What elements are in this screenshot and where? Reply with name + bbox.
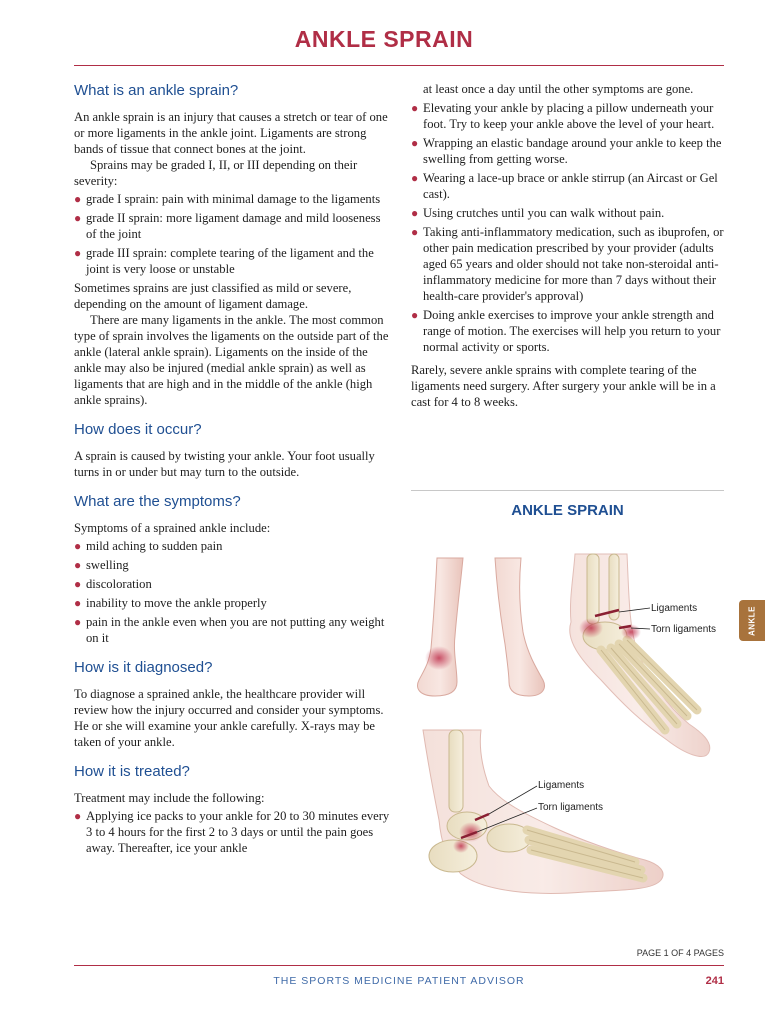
paragraph: Treatment may include the following: (74, 791, 265, 805)
page-indicator: PAGE 1 OF 4 PAGES (636, 948, 724, 958)
title-divider (74, 65, 724, 66)
section-diagnosed (74, 659, 390, 750)
bullet-icon: ● (411, 206, 419, 220)
treatment-list (74, 808, 390, 856)
list-item: ● discoloration (74, 577, 152, 591)
paragraph: To diagnose a sprained ankle, the healthcare provider will review how the injury occurred and consider your symptoms. He or she will examine your ankle carefully. X-rays may be taken of your ankle. (74, 687, 384, 749)
left-column (74, 82, 390, 869)
list-item: ● Wrapping an elastic bandage around your ankle to keep the swelling from getting worse. (411, 136, 722, 166)
bullet-icon: ● (74, 539, 82, 553)
section-heading: What is an ankle sprain? (74, 82, 239, 99)
list-item-continuation: at least once a day until the other symptoms are gone. (423, 82, 694, 96)
section-what-is (74, 82, 390, 408)
list-item: ● Applying ice packs to your ankle for 20 to 30 minutes every 3 to 4 hours for the first 2 to 3 days or until the pain goes away. Thereafter, ice your ankle (74, 809, 390, 855)
section-heading: How is it diagnosed? (74, 659, 213, 676)
bullet-icon: ● (74, 211, 82, 225)
list-item: ● grade III sprain: complete tearing of the ligament and the joint is very loose or unstable (74, 246, 374, 276)
list-item: ● Using crutches until you can walk without pain. (411, 206, 665, 220)
figure-title: ANKLE SPRAIN (511, 502, 624, 519)
list-item: ● Doing ankle exercises to improve your ankle strength and range of motion. The exercises will help you return to your normal activity or sports. (411, 308, 721, 354)
label-torn-ligaments-top: Torn ligaments (651, 624, 717, 635)
paragraph: Sometimes sprains are just classified as mild or severe, depending on the amount of ligament damage. (74, 281, 352, 311)
symptom-list (74, 538, 390, 646)
bullet-icon: ● (411, 171, 419, 185)
bullet-icon: ● (74, 246, 82, 260)
paragraph: Symptoms of a sprained ankle include: (74, 521, 271, 535)
footer-divider (74, 965, 724, 966)
section-heading: How does it occur? (74, 421, 202, 438)
paragraph: An ankle sprain is an injury that causes a stretch or tear of one or more ligaments in the ankle joint. Ligaments are strong bands of tissue that connect bones at the joint. (74, 110, 388, 156)
bullet-icon: ● (411, 308, 419, 322)
label-ligaments-top: Ligaments (651, 603, 698, 614)
paragraph: Rarely, severe ankle sprains with complete tearing of the ligaments need surgery. After surgery your ankle will be in a cast for 4 to 8 weeks. (411, 363, 716, 409)
section-symptoms (74, 493, 390, 646)
bullet-icon: ● (411, 136, 419, 150)
bullet-icon: ● (74, 596, 82, 610)
legs-front-view (418, 558, 545, 696)
bullet-icon: ● (74, 558, 82, 572)
list-item: ● mild aching to sudden pain (74, 539, 223, 553)
list-item: ● Taking anti-inflammatory medication, such as ibuprofen, or other pain medication prescribed by your provider (adults aged 65 years and older should not take non-steroidal anti-inflammatory medicine for more than 7 days without their health-care provider's approval) (411, 225, 724, 303)
list-item: ● pain in the ankle even when you are not putting any weight on it (74, 615, 385, 645)
section-treated (74, 763, 390, 856)
paragraph: A sprain is caused by twisting your ankle. Your foot usually turns in or under but may turn to the outside. (74, 449, 375, 479)
bullet-icon: ● (411, 225, 419, 239)
ankle-anatomy-svg (405, 540, 735, 920)
foot-skeleton-top (570, 554, 710, 756)
list-item: ● swelling (74, 558, 129, 572)
list-item: ● grade I sprain: pain with minimal damage to the ligaments (74, 192, 381, 206)
page-number: 241 (705, 975, 724, 987)
section-heading: What are the symptoms? (74, 493, 241, 510)
page-title: ANKLE SPRAIN (294, 26, 474, 52)
list-item: ● inability to move the ankle properly (74, 596, 267, 610)
ankle-illustration (405, 540, 735, 920)
bullet-icon: ● (74, 809, 82, 823)
section-how-occur (74, 421, 390, 480)
label-torn-ligaments-bottom: Torn ligaments (538, 802, 604, 813)
footer-title: THE SPORTS MEDICINE PATIENT ADVISOR (273, 975, 525, 987)
bullet-icon: ● (74, 577, 82, 591)
list-item: ● grade II sprain: more ligament damage and mild looseness of the joint (74, 211, 381, 241)
grade-list (74, 191, 390, 277)
list-item: ● Wearing a lace-up brace or ankle stirrup (an Aircast or Gel cast). (411, 171, 718, 201)
section-tab (739, 600, 765, 641)
bullet-icon: ● (74, 192, 82, 206)
figure-divider (411, 490, 724, 491)
bullet-icon: ● (411, 101, 419, 115)
section-tab-label: ANKLE (747, 605, 757, 636)
paragraph: Sprains may be graded I, II, or III depending on their severity: (74, 158, 358, 188)
label-ligaments-bottom: Ligaments (538, 780, 585, 791)
bullet-icon: ● (74, 615, 82, 629)
right-column (411, 81, 729, 410)
treatment-list-continued (411, 81, 729, 355)
paragraph: There are many ligaments in the ankle. The most common type of sprain involves the ligaments on the outside part of the ankle (lateral ankle sprain). Ligaments on the inside of the ankle may also be injured (medial ankle sprain) as well as ligaments that are high and in the middle of the ankle (high ankle sprains). (74, 313, 389, 407)
section-heading: How it is treated? (74, 763, 190, 780)
list-item: ● Elevating your ankle by placing a pillow underneath your foot. Try to keep your ankle above the level of your heart. (411, 101, 715, 131)
